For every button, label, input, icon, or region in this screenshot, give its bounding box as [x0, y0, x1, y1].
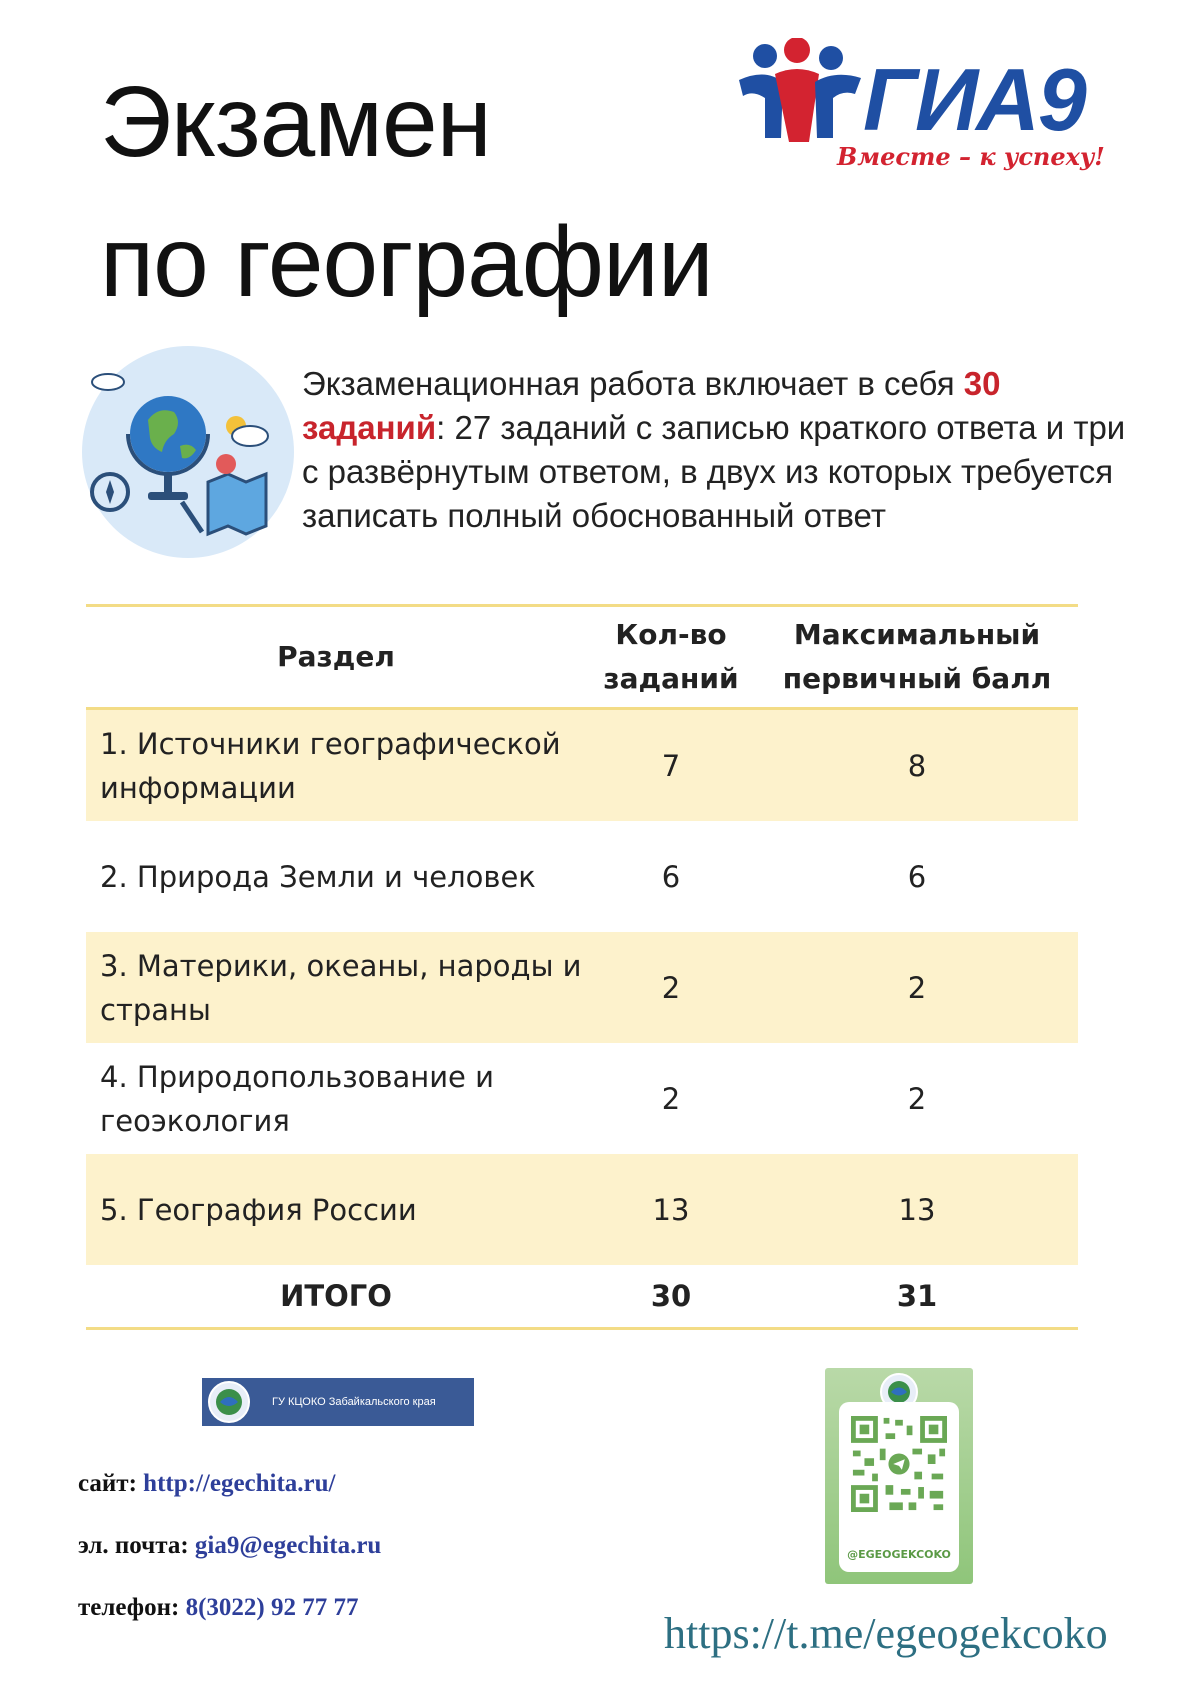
row-section: 3. Материки, океаны, народы и страны	[86, 932, 586, 1043]
page-title-line-1: Экзамен	[100, 66, 491, 178]
row-section: 1. Источники географической информации	[86, 709, 586, 822]
table-row	[86, 1043, 1078, 1154]
intro-text	[302, 362, 1132, 538]
site-link[interactable]: http://egechita.ru/	[143, 1470, 336, 1497]
intro-highlight-number: 30	[963, 365, 1001, 402]
row-count: 2	[586, 932, 756, 1043]
row-max: 6	[907, 859, 927, 894]
email-link[interactable]: gia9@egechita.ru	[194, 1532, 382, 1559]
row-section: 4. Природопользование и геоэкология	[100, 1059, 494, 1138]
total-label: ИТОГО	[280, 1279, 392, 1313]
logo-slogan: Вместе – к успеху!	[837, 142, 1105, 171]
row-count: 7	[586, 709, 756, 822]
qr-code-icon	[851, 1416, 947, 1512]
total-max: 31	[896, 1279, 938, 1313]
globe-illustration-icon	[78, 342, 298, 562]
qr-handle-label: @EGEOGEKCOKO	[847, 1548, 951, 1561]
table-header-row	[86, 606, 1078, 709]
intro-highlight-word: заданий	[302, 409, 437, 446]
row-max: 2	[756, 932, 1078, 1043]
qr-card[interactable]	[825, 1368, 973, 1584]
intro-part-1: Экзаменационная работа включает в себя	[302, 365, 964, 402]
kcoko-banner-text: ГУ КЦОКО Забайкальского края	[272, 1396, 436, 1408]
phone-value: 8(3022) 92 77 77	[185, 1594, 359, 1621]
exam-structure-table	[86, 604, 1078, 1330]
intro-part-2: : 27 заданий с записью краткого ответа и три с развёрнутым ответом, в двух из которых требуется записать полный обоснованный ответ	[302, 409, 1126, 534]
email-label: эл. почта:	[78, 1532, 189, 1559]
row-section: 2. Природа Земли и человек	[100, 859, 536, 894]
header-max-score: Максимальный первичный балл	[782, 618, 1052, 695]
row-section: 5. География России	[86, 1154, 586, 1265]
table-row	[86, 709, 1078, 822]
site-label: сайт:	[78, 1470, 137, 1497]
row-count: 2	[661, 1081, 681, 1116]
phone-label: телефон:	[78, 1594, 180, 1621]
telegram-link[interactable]: https://t.me/egeogekcoko	[664, 1609, 1108, 1658]
row-max: 13	[756, 1154, 1078, 1265]
kcoko-emblem-icon	[206, 1380, 252, 1424]
row-count: 13	[586, 1154, 756, 1265]
table-total-row	[86, 1265, 1078, 1329]
kcoko-banner[interactable]	[202, 1378, 474, 1426]
logo-wordmark: ГИА9	[863, 50, 1085, 149]
table-row	[86, 821, 1078, 932]
contact-email	[78, 1532, 381, 1560]
contact-phone	[78, 1594, 359, 1622]
row-max: 8	[756, 709, 1078, 822]
table-row	[86, 932, 1078, 1043]
table-row	[86, 1154, 1078, 1265]
page-title-line-2: по географии	[100, 206, 713, 318]
row-max: 2	[907, 1081, 927, 1116]
header-section: Раздел	[277, 640, 395, 673]
qr-inner-panel	[839, 1402, 959, 1572]
header-count: Кол-во заданий	[603, 618, 739, 695]
gia9-logo	[735, 38, 1105, 178]
gia-people-logo-icon	[735, 38, 865, 148]
row-count: 6	[661, 859, 681, 894]
total-count: 30	[650, 1279, 692, 1313]
contact-site	[78, 1470, 336, 1498]
